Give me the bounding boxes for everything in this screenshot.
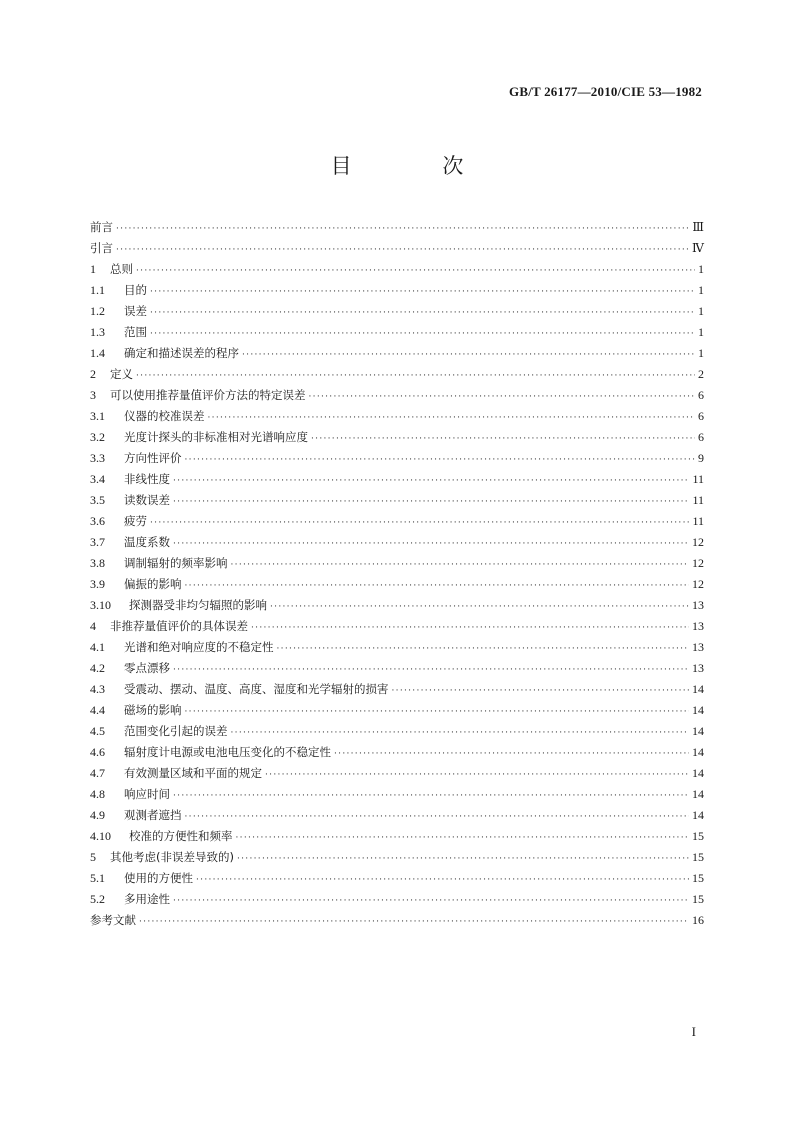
- toc-entry-number: 3.5: [90, 493, 105, 507]
- toc-entry[interactable]: [90, 364, 704, 385]
- toc-entry-number: 4: [90, 619, 96, 633]
- toc-entry-page: Ⅲ: [692, 220, 704, 234]
- toc-dot-leader: [231, 555, 690, 576]
- toc-entry-number: 3.1: [90, 409, 105, 423]
- toc-entry-title: 磁场的影响: [124, 703, 182, 717]
- toc-dot-leader: [311, 429, 695, 450]
- toc-dot-leader: [150, 282, 695, 303]
- toc-entry[interactable]: [90, 637, 704, 658]
- toc-entry[interactable]: [90, 217, 704, 238]
- toc-dot-leader: [173, 471, 689, 492]
- toc-dot-leader: [265, 765, 689, 786]
- toc-entry-title: 调制辐射的频率影响: [124, 556, 228, 570]
- toc-dot-leader: [242, 345, 695, 366]
- toc-entry[interactable]: [90, 847, 704, 868]
- toc-entry-number: 3.8: [90, 556, 105, 570]
- toc-dot-leader: [116, 219, 689, 240]
- toc-dot-leader: [277, 639, 690, 660]
- toc-entry[interactable]: [90, 700, 704, 721]
- toc-entry[interactable]: [90, 805, 704, 826]
- toc-entry-number: 4.9: [90, 808, 105, 822]
- toc-entry[interactable]: [90, 910, 704, 931]
- toc-entry-number: 1: [90, 262, 96, 276]
- toc-entry[interactable]: [90, 553, 704, 574]
- toc-dot-leader: [173, 492, 689, 513]
- toc-entry-page: 9: [698, 451, 704, 465]
- toc-entry-title: 疲劳: [124, 514, 147, 528]
- toc-entry-page: 14: [692, 787, 704, 801]
- toc-dot-leader: [150, 324, 695, 345]
- toc-entry-page: 11: [692, 493, 704, 507]
- toc-entry[interactable]: [90, 532, 704, 553]
- toc-entry-number: 3.6: [90, 514, 105, 528]
- toc-entry[interactable]: [90, 889, 704, 910]
- toc-entry-page: 15: [692, 871, 704, 885]
- toc-entry[interactable]: [90, 658, 704, 679]
- toc-entry[interactable]: [90, 280, 704, 301]
- toc-entry-title: 其他考虑(非误差导致的): [110, 850, 234, 864]
- toc-entry[interactable]: [90, 322, 704, 343]
- toc-dot-leader: [136, 261, 695, 282]
- toc-dot-leader: [309, 387, 696, 408]
- toc-dot-leader: [185, 576, 690, 597]
- toc-entry[interactable]: [90, 301, 704, 322]
- toc-entry-title: 前言: [90, 220, 113, 234]
- toc-entry[interactable]: [90, 574, 704, 595]
- toc-entry-page: 12: [692, 535, 704, 549]
- toc-entry-number: 4.6: [90, 745, 105, 759]
- toc-entry-title: 温度系数: [124, 535, 170, 549]
- toc-entry-page: 1: [698, 325, 704, 339]
- toc-entry-title: 零点漂移: [124, 661, 170, 675]
- standard-code: GB/T 26177—2010/CIE 53—1982: [509, 84, 702, 99]
- toc-entry-page: 14: [692, 682, 704, 696]
- toc-dot-leader: [185, 702, 690, 723]
- toc-entry-number: 1.1: [90, 283, 105, 297]
- toc-entry-number: 2: [90, 367, 96, 381]
- toc-entry-page: 14: [692, 745, 704, 759]
- toc-dot-leader: [185, 807, 690, 828]
- toc-entry-title: 受震动、摆动、温度、高度、湿度和光学辐射的损害: [124, 682, 389, 696]
- toc-entry[interactable]: [90, 616, 704, 637]
- toc-entry-page: 12: [692, 556, 704, 570]
- toc-entry-title: 非线性度: [124, 472, 170, 486]
- toc-entry[interactable]: [90, 385, 704, 406]
- toc-entry-number: 4.5: [90, 724, 105, 738]
- toc-entry-title: 多用途性: [124, 892, 170, 906]
- toc-entry-title: 引言: [90, 241, 113, 255]
- toc-entry-page: 15: [692, 892, 704, 906]
- toc-entry-page: 14: [692, 724, 704, 738]
- page-title: 目 次: [330, 154, 506, 178]
- toc-entry-number: 4.4: [90, 703, 105, 717]
- toc-entry[interactable]: [90, 868, 704, 889]
- toc-entry-number: 4.8: [90, 787, 105, 801]
- toc-entry-number: 5: [90, 850, 96, 864]
- toc-entry[interactable]: [90, 448, 704, 469]
- toc-entry-page: 6: [698, 409, 704, 423]
- toc-dot-leader: [173, 534, 689, 555]
- toc-entry[interactable]: [90, 427, 704, 448]
- toc-entry-number: 4.7: [90, 766, 105, 780]
- toc-entry-title: 有效测量区域和平面的规定: [124, 766, 262, 780]
- toc-entry-title: 目的: [124, 283, 147, 297]
- toc-entry-number: 4.1: [90, 640, 105, 654]
- toc-entry-title: 校准的方便性和频率: [129, 829, 233, 843]
- toc-entry-page: 13: [692, 661, 704, 675]
- toc-entry-page: 2: [698, 367, 704, 381]
- toc-dot-leader: [150, 303, 695, 324]
- toc-entry[interactable]: [90, 742, 704, 763]
- toc-entry-title: 探测器受非均匀辐照的影响: [129, 598, 267, 612]
- toc-dot-leader: [196, 870, 689, 891]
- toc-entry-number: 4.10: [90, 829, 111, 843]
- toc-entry-page: 6: [698, 388, 704, 402]
- toc-entry-title: 方向性评价: [124, 451, 182, 465]
- toc-entry-page: 15: [692, 829, 704, 843]
- toc-entry[interactable]: [90, 259, 704, 280]
- toc-dot-leader: [270, 597, 689, 618]
- toc-entry[interactable]: [90, 784, 704, 805]
- toc-entry[interactable]: [90, 469, 704, 490]
- toc-entry-title: 光谱和绝对响应度的不稳定性: [124, 640, 274, 654]
- toc-entry-number: 5.2: [90, 892, 105, 906]
- toc-entry-title: 非推荐量值评价的具体误差: [110, 619, 248, 633]
- toc-dot-leader: [136, 366, 695, 387]
- toc-dot-leader: [150, 513, 689, 534]
- toc-dot-leader: [173, 891, 689, 912]
- toc-entry-title: 误差: [124, 304, 147, 318]
- toc-entry-title: 辐射度计电源或电池电压变化的不稳定性: [124, 745, 331, 759]
- toc-entry-number: 1.3: [90, 325, 105, 339]
- toc-entry[interactable]: [90, 511, 704, 532]
- toc-entry-page: Ⅳ: [692, 241, 704, 255]
- toc-entry-page: 1: [698, 283, 704, 297]
- toc-entry-page: 1: [698, 346, 704, 360]
- toc-entry-number: 5.1: [90, 871, 105, 885]
- toc-entry-page: 11: [692, 514, 704, 528]
- table-of-contents: [90, 217, 704, 931]
- toc-entry-title: 范围变化引起的误差: [124, 724, 228, 738]
- toc-entry-title: 偏振的影响: [124, 577, 182, 591]
- toc-entry-page: 14: [692, 808, 704, 822]
- toc-entry[interactable]: [90, 721, 704, 742]
- toc-entry[interactable]: [90, 343, 704, 364]
- toc-entry-title: 范围: [124, 325, 147, 339]
- toc-dot-leader: [116, 240, 689, 261]
- toc-entry-page: 1: [698, 262, 704, 276]
- toc-entry[interactable]: [90, 406, 704, 427]
- toc-dot-leader: [392, 681, 690, 702]
- toc-dot-leader: [334, 744, 689, 765]
- toc-entry[interactable]: [90, 679, 704, 700]
- toc-dot-leader: [236, 828, 690, 849]
- toc-entry-page: 6: [698, 430, 704, 444]
- toc-entry-title: 定义: [110, 367, 133, 381]
- toc-entry-number: 1.4: [90, 346, 105, 360]
- toc-entry[interactable]: [90, 826, 704, 847]
- toc-entry-page: 13: [692, 598, 704, 612]
- toc-entry-number: 3.4: [90, 472, 105, 486]
- toc-entry-page: 14: [692, 766, 704, 780]
- toc-entry-title: 确定和描述误差的程序: [124, 346, 239, 360]
- toc-dot-leader: [251, 618, 689, 639]
- toc-entry-number: 3.2: [90, 430, 105, 444]
- toc-entry-number: 3.10: [90, 598, 111, 612]
- toc-entry-number: 3.9: [90, 577, 105, 591]
- toc-dot-leader: [231, 723, 690, 744]
- toc-entry[interactable]: [90, 238, 704, 259]
- toc-entry-number: 3: [90, 388, 96, 402]
- toc-entry-title: 可以使用推荐量值评价方法的特定误差: [110, 388, 306, 402]
- toc-entry-page: 13: [692, 619, 704, 633]
- toc-dot-leader: [139, 912, 689, 933]
- toc-entry-page: 12: [692, 577, 704, 591]
- toc-entry[interactable]: [90, 763, 704, 784]
- toc-entry-title: 观测者遮挡: [124, 808, 182, 822]
- toc-entry-title: 使用的方便性: [124, 871, 193, 885]
- toc-entry-page: 11: [692, 472, 704, 486]
- toc-entry-title: 光度计探头的非标准相对光谱响应度: [124, 430, 308, 444]
- toc-dot-leader: [173, 786, 689, 807]
- page-number: I: [691, 1024, 696, 1039]
- toc-entry[interactable]: [90, 490, 704, 511]
- toc-entry-number: 3.3: [90, 451, 105, 465]
- toc-entry-page: 1: [698, 304, 704, 318]
- toc-entry[interactable]: [90, 595, 704, 616]
- toc-entry-page: 16: [692, 913, 704, 927]
- toc-entry-page: 15: [692, 850, 704, 864]
- toc-entry-page: 13: [692, 640, 704, 654]
- toc-entry-title: 读数误差: [124, 493, 170, 507]
- toc-entry-number: 4.3: [90, 682, 105, 696]
- toc-entry-page: 14: [692, 703, 704, 717]
- toc-entry-number: 4.2: [90, 661, 105, 675]
- toc-entry-title: 仪器的校准误差: [124, 409, 205, 423]
- toc-entry-number: 3.7: [90, 535, 105, 549]
- toc-entry-number: 1.2: [90, 304, 105, 318]
- toc-dot-leader: [173, 660, 689, 681]
- toc-entry-title: 响应时间: [124, 787, 170, 801]
- toc-entry-title: 参考文献: [90, 913, 136, 927]
- toc-dot-leader: [237, 849, 689, 870]
- toc-dot-leader: [208, 408, 696, 429]
- toc-entry-title: 总则: [110, 262, 133, 276]
- toc-dot-leader: [185, 450, 696, 471]
